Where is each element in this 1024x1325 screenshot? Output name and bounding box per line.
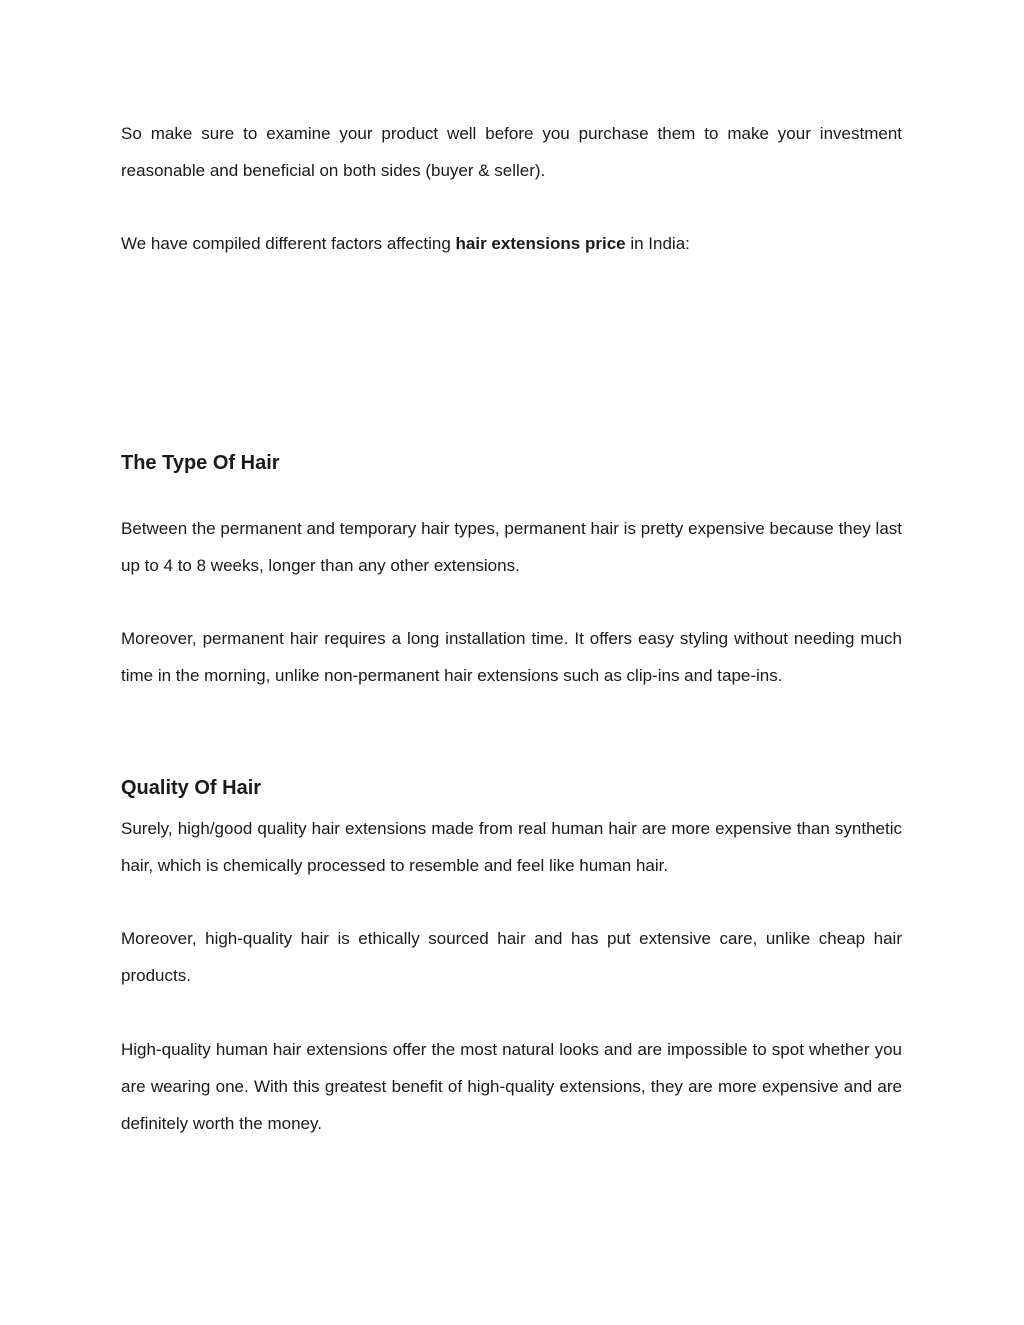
type-paragraph-2: Moreover, permanent hair requires a long installation time. It offers easy styling without needing much time in the morning, unlike non-permanent hair extensions such as clip-ins and tape-ins. [121, 629, 902, 685]
intro-paragraph-1: So make sure to examine your product well before you purchase them to make your investment reasonable and beneficial on both sides (buyer & seller). [121, 124, 902, 180]
heading-quality-of-hair: Quality Of Hair [121, 777, 262, 799]
intro-paragraph-2 [121, 225, 902, 262]
quality-paragraph-1: Surely, high/good quality hair extensions made from real human hair are more expensive than synthetic hair, which is chemically processed to resemble and feel like human hair. [121, 819, 902, 875]
intro-paragraph-2-text-end: in India: [625, 234, 690, 253]
quality-paragraph-2: Moreover, high-quality hair is ethically sourced hair and has put extensive care, unlike cheap hair products. [121, 929, 902, 985]
quality-paragraph-3: High-quality human hair extensions offer the most natural looks and are impossible to spot whether you are wearing one. With this greatest benefit of high-quality extensions, they are more expensive and are definitely worth the money. [121, 1040, 902, 1133]
heading-type-of-hair: The Type Of Hair [121, 452, 280, 474]
intro-paragraph-2-text-start: We have compiled different factors affecting [121, 234, 456, 253]
type-paragraph-1: Between the permanent and temporary hair types, permanent hair is pretty expensive because they last up to 4 to 8 weeks, longer than any other extensions. [121, 519, 902, 575]
intro-keyword-hair-extensions-price: hair extensions price [455, 234, 626, 253]
